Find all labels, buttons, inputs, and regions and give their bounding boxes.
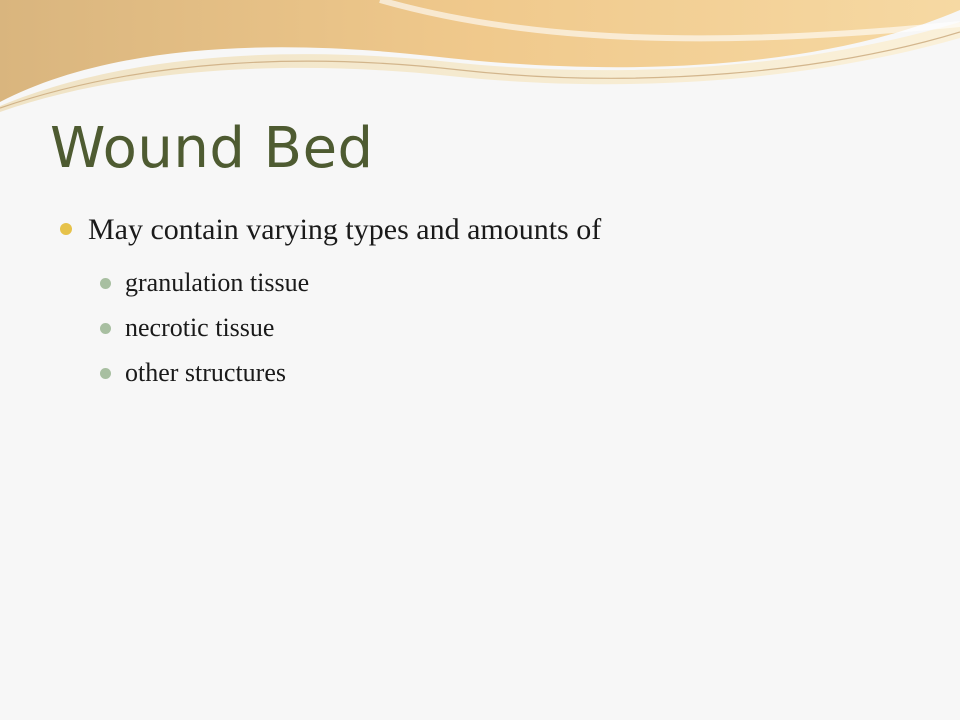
sub-bullet-text: other structures bbox=[125, 358, 287, 387]
header-wave-decoration bbox=[0, 0, 960, 120]
slide-title: Wound Bed bbox=[50, 116, 374, 181]
sub-bullet-item bbox=[60, 260, 920, 305]
sub-bullet-dot-icon bbox=[100, 278, 111, 289]
bullet-dot-icon bbox=[60, 223, 72, 235]
sub-bullet-list bbox=[60, 260, 920, 395]
bullet-list bbox=[60, 208, 920, 395]
sub-bullet-item bbox=[60, 305, 920, 350]
sub-bullet-dot-icon bbox=[100, 323, 111, 334]
sub-bullet-text: granulation tissue bbox=[125, 268, 310, 297]
sub-bullet-item bbox=[60, 350, 920, 395]
bullet-text: May contain varying types and amounts of bbox=[88, 213, 602, 246]
sub-bullet-group bbox=[60, 260, 920, 395]
sub-bullet-text: necrotic tissue bbox=[125, 313, 275, 342]
sub-bullet-dot-icon bbox=[100, 368, 111, 379]
bullet-item bbox=[60, 208, 920, 252]
